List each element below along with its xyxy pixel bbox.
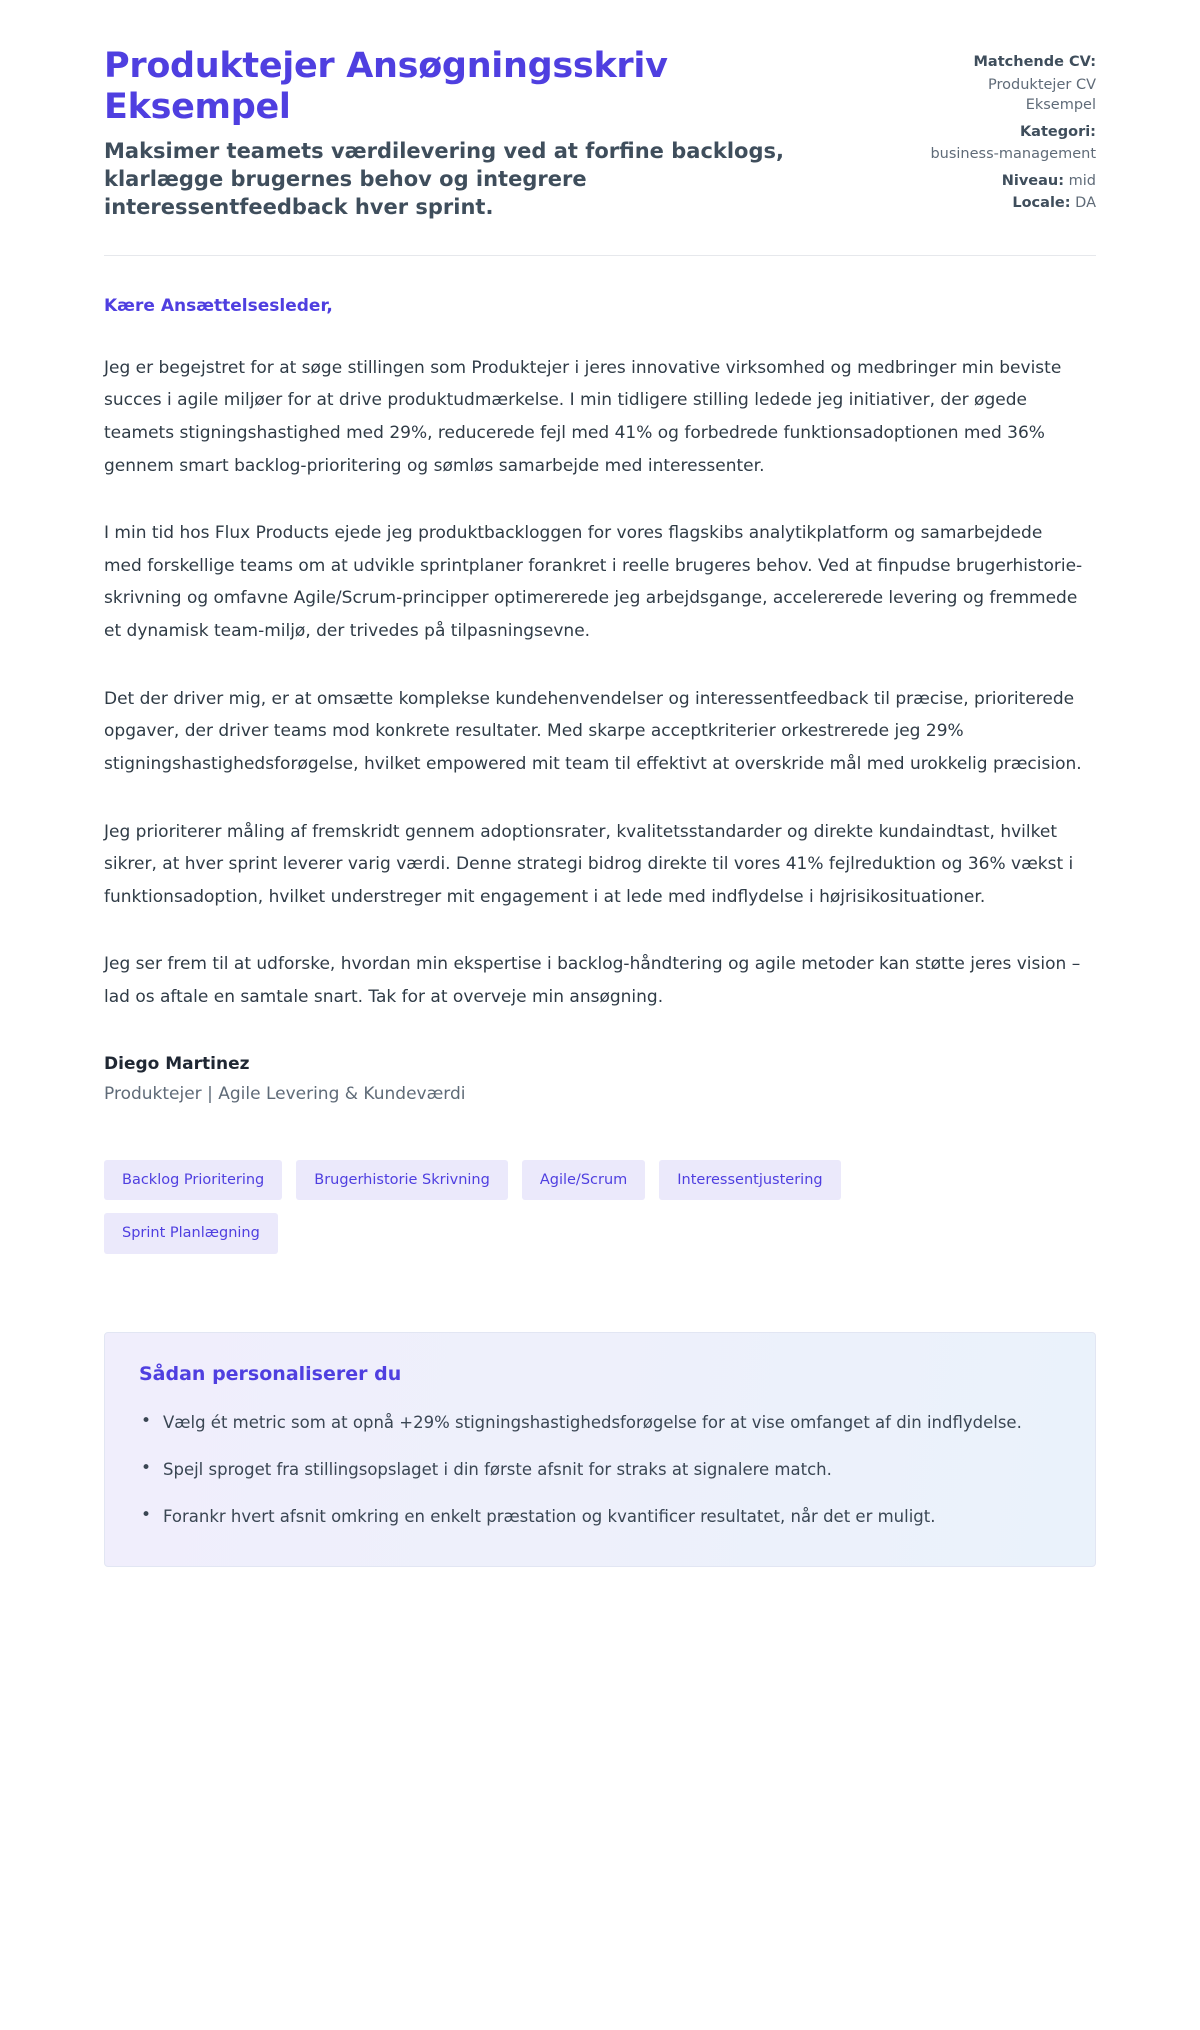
letter-paragraph: Jeg er begejstret for at søge stillingen som Produktejer i jeres innovative virksomhed og medbringer min beviste succes i agile miljøer for at drive produktudmærkelse. I min tidligere stilling ledede jeg initiativer, der øgede teamets stigningshastighed med 29%, reducerede fejl med 41% og forbedrede funktionsadoptionen med 36% gennem smart backlog-prioritering og sømløs samarbejde med interessenter. (104, 357, 1062, 476)
page-subtitle: Maksimer teamets værdilevering ved at forfine backlogs, klarlægge brugernes behov og integrere interessentfeedback hver sprint. (104, 138, 784, 219)
document-header (104, 46, 1096, 222)
skill-tag[interactable]: Brugerhistorie Skrivning (296, 1160, 508, 1201)
signature-block (104, 1054, 1096, 1104)
meta-category-value-row (926, 144, 1096, 165)
cover-letter-body (104, 256, 1096, 1104)
meta-locale-label: Locale: (1012, 195, 1071, 212)
skill-tag[interactable]: Agile/Scrum (522, 1160, 645, 1201)
signature-role: Produktejer | Agile Levering & Kundeværdi (104, 1083, 466, 1104)
meta-level-label: Niveau: (1001, 172, 1065, 189)
meta-locale-value: DA (1075, 195, 1096, 212)
meta-locale (926, 193, 1096, 214)
meta-level (926, 171, 1096, 192)
letter-paragraph: Jeg ser frem til at udforske, hvordan min ekspertise i backlog-håndtering og agile metoder kan støtte jeres vision – lad os aftale en samtale snart. Tak for at overveje min ansøgning. (104, 954, 1081, 1008)
skill-tag[interactable]: Backlog Prioritering (104, 1160, 282, 1201)
personalization-tips-callout (104, 1332, 1096, 1567)
skill-tag-list (104, 1160, 934, 1254)
skill-tag[interactable]: Interessentjustering (659, 1160, 840, 1201)
meta-matching-cv-value-row (926, 75, 1096, 116)
tips-list-item: • Vælg ét metric som at opnå +29% stigningshastighedsforøgelse for at vise omfanget af din indflydelse. (163, 1407, 1061, 1438)
letter-paragraph: Jeg prioriterer måling af fremskridt gennem adoptionsrater, kvalitetsstandarder og direkte kundaindtast, hvilket sikrer, at hver sprint leverer varig værdi. Denne strategi bidrog direkte til vores 41% fejlreduktion og 36% vækst i funktionsadoption, hvilket understreger mit engagement i at lede med indflydelse i højrisikosituationer. (104, 821, 1074, 907)
tips-list-item: • Spejl sproget fra stillingsopslaget i din første afsnit for straks at signalere match. (163, 1454, 1061, 1485)
meta-category-label: Kategori: (1019, 123, 1096, 140)
letter-paragraph: Det der driver mig, er at omsætte komplekse kundehenvendelser og interessentfeedback til præcise, prioriterede opgaver, der driver teams mod konkrete resultater. Med skarpe acceptkriterier orkestrerede jeg 29% stigningshastighedsforøgelse, hvilket empowered mit team til effektivt at overskride mål med urokkelig præcision. (104, 688, 1082, 774)
meta-category-value: business-management (930, 146, 1096, 163)
meta-matching-cv-value: Produktejer CV Eksempel (988, 76, 1096, 114)
meta-matching-cv (926, 52, 1096, 73)
meta-level-value: mid (1068, 172, 1096, 189)
letter-paragraph: I min tid hos Flux Products ejede jeg produktbackloggen for vores flagskibs analytikplatform og samarbejdede med forskellige teams om at udvikle sprintplaner forankret i reelle brugeres behov. Ved at finpudse brugerhistorie-skrivning og omfavne Agile/Scrum-principper optimererede jeg arbejdsgange, accelererede levering og fremmede et dynamisk team-miljø, der trivedes på tilpasningsevne. (104, 523, 1083, 642)
tips-list (139, 1407, 1061, 1532)
page-title: Produktejer Ansøgningsskriv Eksempel (104, 46, 668, 127)
meta-matching-cv-label: Matchende CV: (973, 54, 1096, 70)
skill-tag[interactable]: Sprint Planlægning (104, 1213, 278, 1254)
tips-title: Sådan personaliserer du (139, 1362, 402, 1385)
signature-name: Diego Martinez (104, 1053, 250, 1074)
tips-list-item: • Forankr hvert afsnit omkring en enkelt præstation og kvantificer resultatet, når det er muligt. (163, 1501, 1061, 1532)
letter-salutation: Kære Ansættelsesleder, (104, 295, 333, 316)
document-metadata-panel (926, 46, 1096, 216)
meta-category (926, 122, 1096, 143)
header-title-group (104, 46, 844, 222)
